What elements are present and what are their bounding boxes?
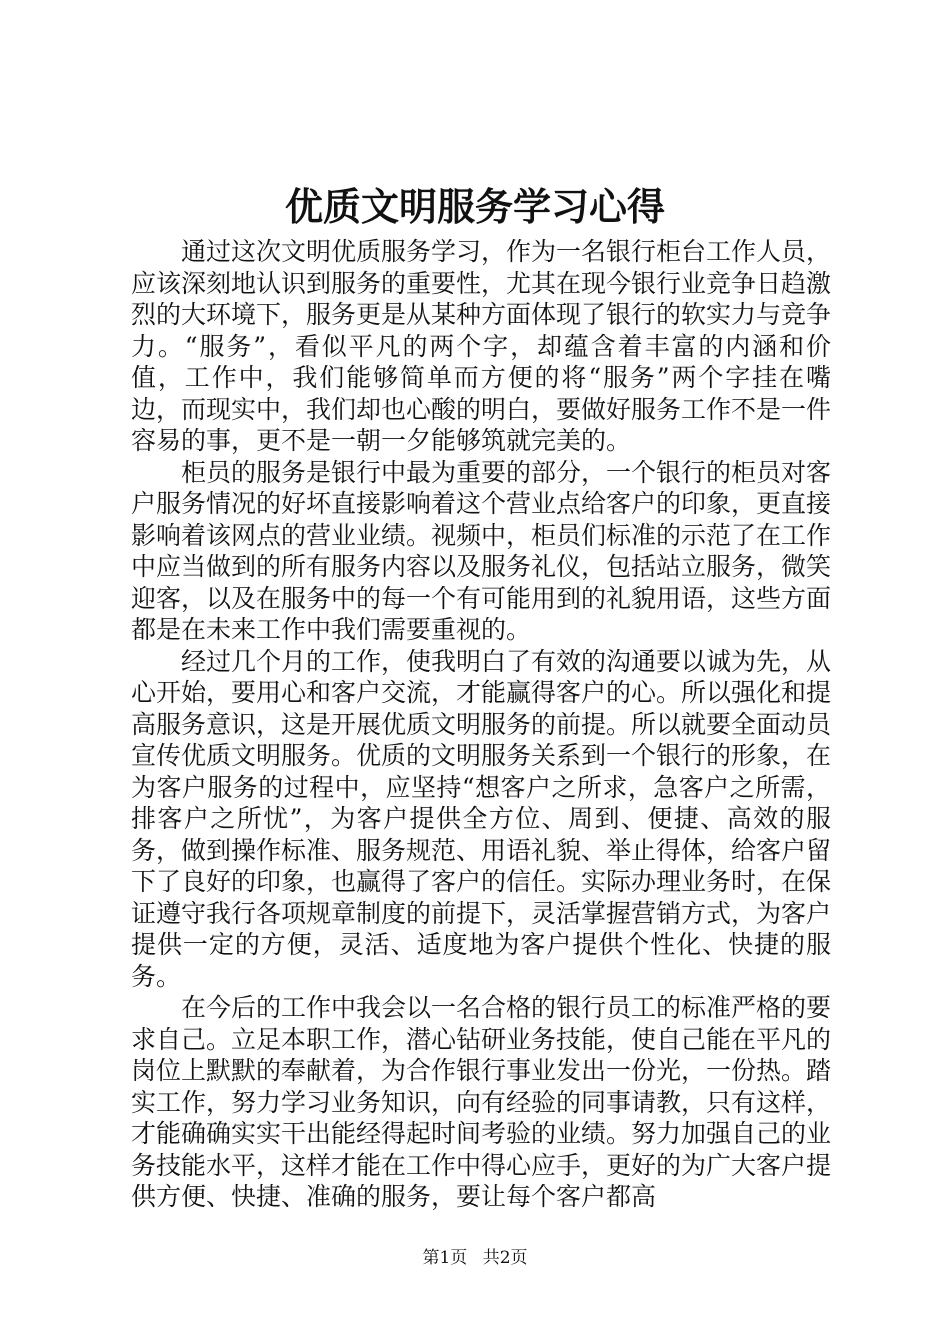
total-pages-label: 共2页	[482, 1248, 528, 1268]
paragraph-1: 通过这次文明优质服务学习，作为一名银行柜台工作人员，应该深刻地认识到服务的重要性，尤其在现今银行业竞争日趋激烈的大环境下，服务更是从某种方面体现了银行的软实力与竞争力。“服务”，看似平凡的两个字，却蕴含着丰富的内涵和价值，工作中，我们能够简单而方便的将“服务”两个字挂在嘴边，而现实中，我们却也心酸的明白，要做好服务工作不是一件容易的事，更不是一朝一夕能够筑就完美的。	[131, 237, 832, 455]
paragraph-3: 经过几个月的工作，使我明白了有效的沟通要以诚为先，从心开始，要用心和客户交流，才能赢得客户的心。所以强化和提高服务意识，这是开展优质文明服务的前提。所以就要全面动员宣传优质文明服务。优质的文明服务关系到一个银行的形象，在为客户服务的过程中，应坚持“想客户之所求，急客户之所需，排客户之所忧”，为客户提供全方位、周到、便捷、高效的服务，做到操作标准、服务规范、用语礼貌、举止得体，给客户留下了良好的印象，也赢得了客户的信任。实际办理业务时，在保证遵守我行各项规章制度的前提下，灵活掌握营销方式，为客户提供一定的方便，灵活、适度地为客户提供个性化、快捷的服务。	[131, 646, 832, 991]
document-body	[131, 236, 831, 1213]
current-page-label: 第1页	[422, 1248, 468, 1268]
document-title: 优质文明服务学习心得	[284, 184, 665, 229]
page-footer	[0, 1246, 950, 1270]
paragraph-2: 柜员的服务是银行中最为重要的部分，一个银行的柜员对客户服务情况的好坏直接影响着这个营业点给客户的印象，更直接影响着该网点的营业业绩。视频中，柜员们标准的示范了在工作中应当做到的所有服务内容以及服务礼仪，包括站立服务，微笑迎客，以及在服务中的每一个有可能用到的礼貌用语，这些方面都是在未来工作中我们需要重视的。	[131, 457, 832, 644]
paragraph-4: 在今后的工作中我会以一名合格的银行员工的标准严格的要求自己。立足本职工作，潜心钻研业务技能，使自己能在平凡的岗位上默默的奉献着，为合作银行事业发出一份光，一份热。踏实工作，努力学习业务知识，向有经验的同事请教，只有这样，才能确确实实干出能经得起时间考验的业绩。努力加强自己的业务技能水平，这样才能在工作中得心应手，更好的为广大客户提供方便、快捷、准确的服务，要让每个客户都高	[131, 993, 832, 1211]
